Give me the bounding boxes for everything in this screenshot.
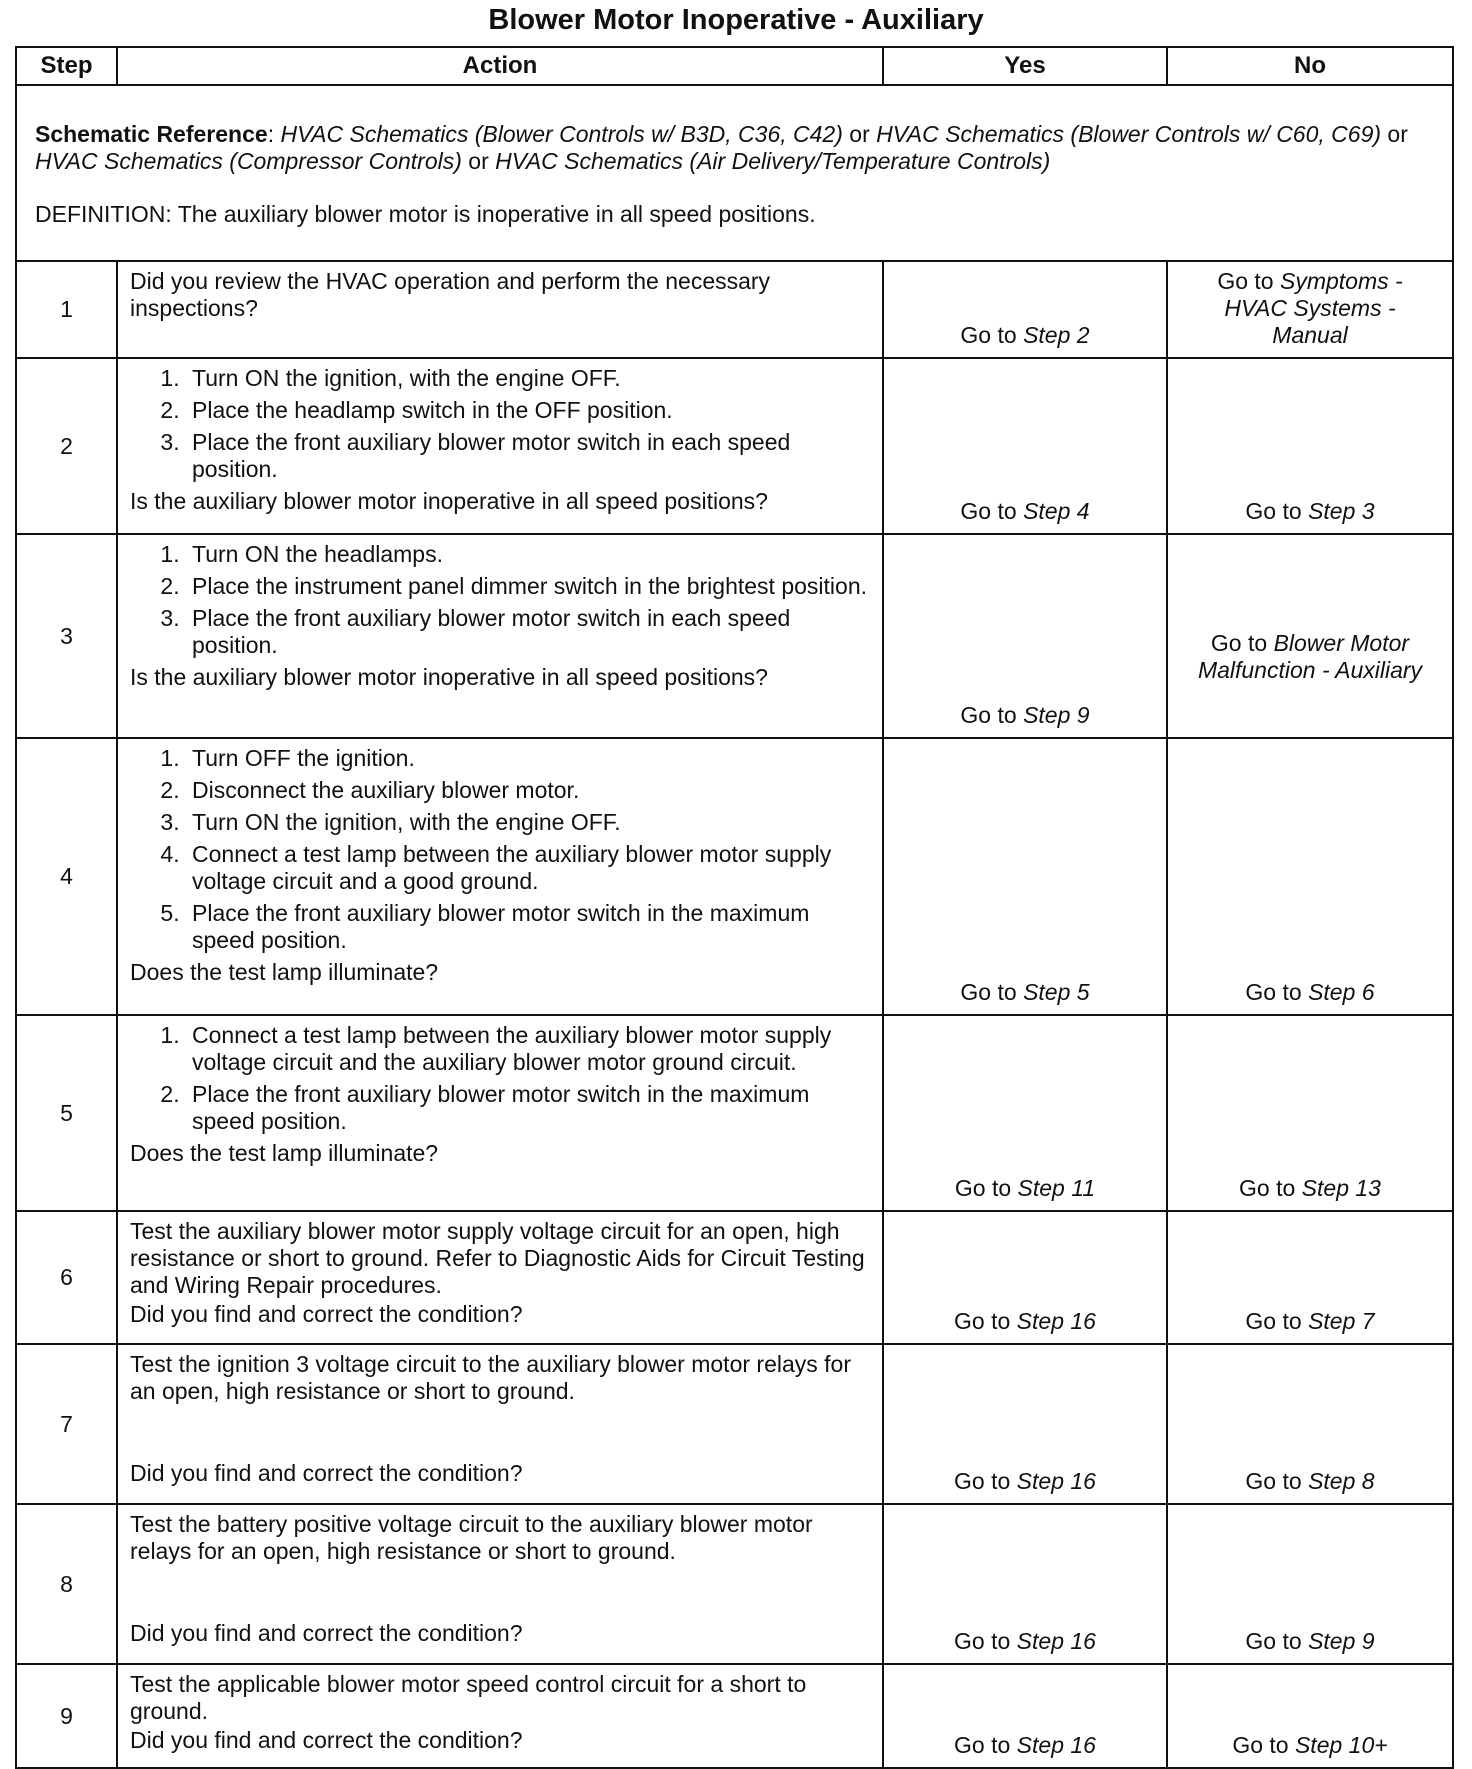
goto-label: Go to: [1210, 630, 1274, 656]
schematic-or-3: or: [461, 147, 496, 174]
definition-text: DEFINITION: The auxiliary blower motor is inoperative in all speed positions.: [35, 200, 816, 227]
yes-cell: [883, 534, 1167, 738]
yes-cell: [883, 261, 1167, 358]
schematic-link-1[interactable]: HVAC Schematics (Blower Controls w/ B3D, C36, C42): [280, 120, 843, 147]
step-number: 9: [16, 1664, 117, 1768]
schematic-row: [16, 85, 1453, 261]
schematic-reference-text: [35, 121, 1440, 175]
action-text: Test the applicable blower motor speed control circuit for a short to ground.: [130, 1671, 807, 1724]
list-item: 1. Connect a test lamp between the auxiliary blower motor supply voltage circuit and the auxiliary blower motor ground circuit.: [186, 1022, 872, 1076]
yes-cell: [883, 738, 1167, 1015]
header-yes: Yes: [883, 47, 1167, 85]
step-number: 4: [16, 738, 117, 1015]
schematic-or-2: or: [1381, 120, 1408, 147]
action-question: Is the auxiliary blower motor inoperative in all speed positions?: [130, 488, 768, 514]
list-item: 3. Turn ON the ignition, with the engine OFF.: [186, 809, 872, 836]
list-item: 1. Turn OFF the ignition.: [186, 745, 872, 772]
yes-link[interactable]: Step 16: [1016, 1732, 1096, 1758]
step-action: [117, 1664, 883, 1768]
no-link[interactable]: Step 8: [1308, 1468, 1375, 1494]
no-cell: [1167, 261, 1453, 358]
step-action: [117, 1211, 883, 1344]
yes-cell: [883, 1015, 1167, 1211]
step-action: [117, 1344, 883, 1504]
goto-label: Go to: [1245, 498, 1309, 524]
action-list: [130, 745, 872, 954]
action-question: Does the test lamp illuminate?: [130, 1140, 439, 1166]
yes-cell: [883, 358, 1167, 534]
action-text: Did you review the HVAC operation and perform the necessary inspections?: [130, 268, 771, 321]
action-list: [130, 1022, 872, 1135]
no-link[interactable]: Step 9: [1308, 1628, 1375, 1654]
action-text: Test the ignition 3 voltage circuit to the auxiliary blower motor relays for an open, high resistance or short to ground.: [130, 1351, 851, 1404]
table-row: [16, 1344, 1453, 1504]
no-cell: [1167, 1664, 1453, 1768]
list-item: 2. Disconnect the auxiliary blower motor.: [186, 777, 872, 804]
action-question: Did you find and correct the condition?: [130, 1727, 523, 1753]
no-cell: [1167, 738, 1453, 1015]
list-item: 2. Place the headlamp switch in the OFF position.: [186, 397, 872, 424]
goto-label: Go to: [960, 979, 1024, 1005]
no-link[interactable]: HVAC Systems -: [1224, 295, 1396, 321]
no-link[interactable]: Manual: [1272, 322, 1348, 348]
list-item: 2. Place the instrument panel dimmer switch in the brightest position.: [186, 573, 872, 600]
list-item: 3. Place the front auxiliary blower motor switch in each speed position.: [186, 605, 872, 659]
step-action: [117, 1504, 883, 1664]
action-list: [130, 541, 872, 659]
action-text: Test the auxiliary blower motor supply voltage circuit for an open, high resistance or short to ground. Refer to Diagnostic Aids for Circuit Testing and Wiring Repair procedures.: [130, 1218, 865, 1298]
schematic-colon: :: [267, 120, 281, 147]
action-list: [130, 365, 872, 483]
yes-link[interactable]: Step 11: [1017, 1175, 1096, 1201]
step-number: 7: [16, 1344, 117, 1504]
no-link[interactable]: Step 3: [1308, 498, 1375, 524]
no-link[interactable]: Step 7: [1308, 1308, 1375, 1334]
step-number: 8: [16, 1504, 117, 1664]
goto-label: Go to: [1245, 979, 1309, 1005]
goto-label: Go to: [1245, 1468, 1309, 1494]
yes-link[interactable]: Step 5: [1023, 979, 1090, 1005]
step-number: 1: [16, 261, 117, 358]
goto-label: Go to: [954, 1732, 1017, 1758]
list-item: 5. Place the front auxiliary blower motor switch in the maximum speed position.: [186, 900, 872, 954]
no-link[interactable]: Blower Motor: [1273, 630, 1410, 656]
yes-cell: [883, 1664, 1167, 1768]
table-row: [16, 1015, 1453, 1211]
no-cell: [1167, 1344, 1453, 1504]
action-question: Did you find and correct the condition?: [130, 1620, 523, 1646]
goto-label: Go to: [960, 702, 1024, 728]
yes-link[interactable]: Step 4: [1023, 498, 1090, 524]
step-action: [117, 738, 883, 1015]
no-cell: [1167, 1211, 1453, 1344]
header-row: [16, 47, 1453, 85]
list-item: 4. Connect a test lamp between the auxiliary blower motor supply voltage circuit and a good ground.: [186, 841, 872, 895]
no-link[interactable]: Step 6: [1308, 979, 1375, 1005]
schematic-link-4[interactable]: HVAC Schematics (Air Delivery/Temperature Controls): [495, 147, 1051, 174]
action-question: Did you find and correct the condition?: [130, 1460, 523, 1486]
table-row: [16, 534, 1453, 738]
goto-label: Go to: [960, 498, 1024, 524]
step-action: [117, 534, 883, 738]
no-link[interactable]: Symptoms -: [1279, 268, 1403, 294]
no-link[interactable]: Malfunction - Auxiliary: [1197, 657, 1423, 683]
header-step: Step: [16, 47, 117, 85]
list-item: 3. Place the front auxiliary blower motor switch in each speed position.: [186, 429, 872, 483]
diagnostic-table: [15, 46, 1454, 1769]
table-row: [16, 1504, 1453, 1664]
goto-label: Go to: [960, 322, 1024, 348]
step-number: 2: [16, 358, 117, 534]
table-row: [16, 1664, 1453, 1768]
yes-link[interactable]: Step 16: [1016, 1308, 1096, 1334]
table-row: [16, 261, 1453, 358]
no-cell: [1167, 1504, 1453, 1664]
step-action: [117, 358, 883, 534]
yes-cell: [883, 1344, 1167, 1504]
goto-label: Go to: [954, 1468, 1017, 1494]
table-row: [16, 358, 1453, 534]
goto-label: Go to: [1239, 1175, 1302, 1201]
no-cell: [1167, 358, 1453, 534]
goto-label: Go to: [1217, 268, 1280, 294]
no-cell: [1167, 534, 1453, 738]
list-item: 2. Place the front auxiliary blower motor switch in the maximum speed position.: [186, 1081, 872, 1135]
no-cell: [1167, 1015, 1453, 1211]
schematic-reference: [16, 85, 1453, 261]
goto-label: Go to: [954, 1175, 1018, 1201]
goto-label: Go to: [1245, 1628, 1309, 1654]
step-number: 6: [16, 1211, 117, 1344]
list-item: 1. Turn ON the headlamps.: [186, 541, 872, 568]
header-no: No: [1167, 47, 1453, 85]
yes-link[interactable]: Step 9: [1023, 702, 1090, 728]
schematic-link-3[interactable]: HVAC Schematics (Compressor Controls): [35, 147, 462, 174]
schematic-link-2[interactable]: HVAC Schematics (Blower Controls w/ C60, C69): [876, 120, 1382, 147]
schematic-label: Schematic Reference: [35, 120, 268, 147]
step-number: 5: [16, 1015, 117, 1211]
list-item: 1. Turn ON the ignition, with the engine OFF.: [186, 365, 872, 392]
no-link[interactable]: Step 10+: [1294, 1732, 1388, 1758]
no-link[interactable]: Step 13: [1301, 1175, 1381, 1201]
goto-label: Go to: [954, 1308, 1017, 1334]
yes-link[interactable]: Step 16: [1016, 1628, 1096, 1654]
step-action: [117, 1015, 883, 1211]
yes-link[interactable]: Step 2: [1023, 322, 1090, 348]
action-question: Did you find and correct the condition?: [130, 1301, 523, 1327]
goto-label: Go to: [1245, 1308, 1309, 1334]
action-question: Is the auxiliary blower motor inoperative in all speed positions?: [130, 664, 768, 690]
yes-cell: [883, 1211, 1167, 1344]
table-row: [16, 738, 1453, 1015]
action-text: Test the battery positive voltage circuit to the auxiliary blower motor relays for an open, high resistance or short to ground.: [130, 1511, 813, 1564]
yes-link[interactable]: Step 16: [1016, 1468, 1096, 1494]
page-title: Blower Motor Inoperative - Auxiliary: [488, 4, 984, 36]
yes-cell: [883, 1504, 1167, 1664]
table-row: [16, 1211, 1453, 1344]
step-number: 3: [16, 534, 117, 738]
step-action: [117, 261, 883, 358]
action-question: Does the test lamp illuminate?: [130, 959, 439, 985]
goto-label: Go to: [954, 1628, 1017, 1654]
goto-label: Go to: [1232, 1732, 1295, 1758]
header-action: Action: [117, 47, 883, 85]
schematic-or-1: or: [842, 120, 877, 147]
